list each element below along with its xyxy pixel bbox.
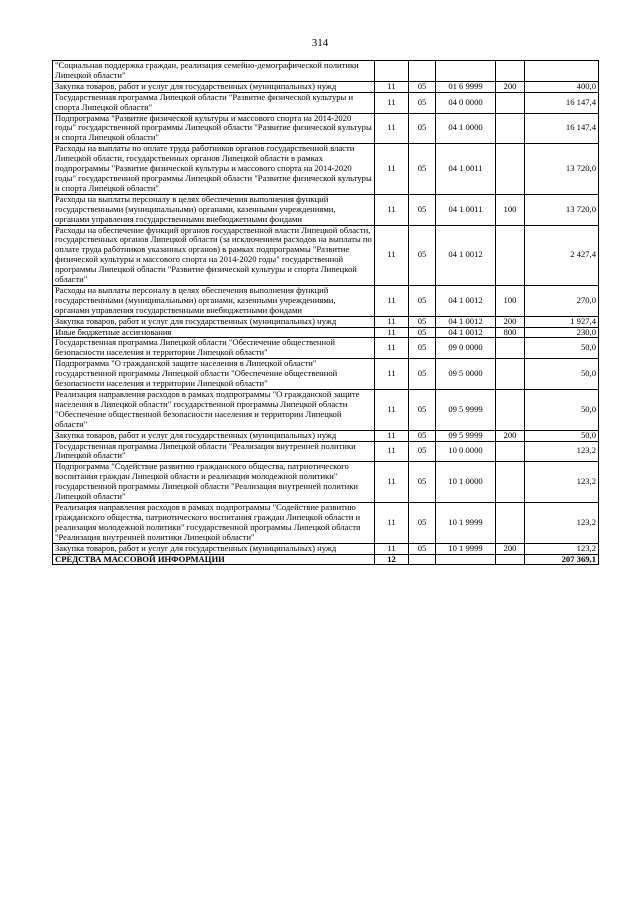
row-name: Иные бюджетные ассигнования xyxy=(53,327,375,338)
row-chapter: 11 xyxy=(375,225,409,285)
row-target-code: 04 1 0000 xyxy=(436,113,496,144)
row-expense-type xyxy=(496,113,525,144)
row-section: 05 xyxy=(409,441,436,462)
row-amount: 270,0 xyxy=(525,285,599,316)
row-name: Государственная программа Липецкой области "Реализация внутренней политики Липецкой области" xyxy=(53,441,375,462)
row-name: СРЕДСТВА МАССОВОЙ ИНФОРМАЦИИ xyxy=(53,554,375,565)
row-chapter: 11 xyxy=(375,359,409,390)
row-chapter: 11 xyxy=(375,81,409,92)
row-section: 05 xyxy=(409,144,436,195)
row-expense-type xyxy=(496,462,525,503)
row-amount: 50,0 xyxy=(525,430,599,441)
row-name: Закупка товаров, работ и услуг для государственных (муниципальных) нужд xyxy=(53,543,375,554)
row-target-code: 09 5 9999 xyxy=(436,390,496,431)
row-expense-type: 200 xyxy=(496,543,525,554)
row-target-code: 04 1 0011 xyxy=(436,194,496,225)
row-target-code: 10 0 0000 xyxy=(436,441,496,462)
row-section: 05 xyxy=(409,430,436,441)
row-target-code: 04 1 0012 xyxy=(436,225,496,285)
row-target-code: 01 6 9999 xyxy=(436,81,496,92)
row-name: Закупка товаров, работ и услуг для государственных (муниципальных) нужд xyxy=(53,430,375,441)
row-name: Государственная программа Липецкой области "Развитие физической культуры и спорта Липецкой области" xyxy=(53,92,375,113)
row-name: Реализация направления расходов в рамках подпрограммы "Содействие развитию гражданского общества, патриотического воспитания граждан Липецкой области и реализация молодежной политики" государственной программы Липецкой области "Реализация внутренней политики Липецкой области" xyxy=(53,502,375,543)
table-row xyxy=(53,430,599,441)
row-name: Подпрограмма "О гражданской защите населения в Липецкой области" государственной программы Липецкой области "Обеспечение общественной безопасности населения и территории Липецкой области" xyxy=(53,359,375,390)
row-chapter: 11 xyxy=(375,543,409,554)
row-section: 05 xyxy=(409,194,436,225)
table-row xyxy=(53,113,599,144)
table-row xyxy=(53,61,599,82)
row-chapter: 11 xyxy=(375,144,409,195)
table-row xyxy=(53,338,599,359)
row-amount: 1 927,4 xyxy=(525,316,599,327)
row-section: 05 xyxy=(409,543,436,554)
table-row xyxy=(53,316,599,327)
row-amount: 50,0 xyxy=(525,338,599,359)
row-chapter: 12 xyxy=(375,554,409,565)
row-name: Расходы на обеспечение функций органов государственной власти Липецкой области, государственных органов Липецкой области (за исключением расходов на выплаты по оплате труда работников указанных органов) в рамках подпрограммы "Развитие физической культуры и массового спорта на 2014-2020 годы" государственной программы Липецкой области "Развитие физической культуры и спорта Липецкой области" xyxy=(53,225,375,285)
row-section: 05 xyxy=(409,359,436,390)
row-chapter: 11 xyxy=(375,338,409,359)
table-row xyxy=(53,81,599,92)
row-chapter: 11 xyxy=(375,113,409,144)
table-row xyxy=(53,359,599,390)
row-expense-type: 200 xyxy=(496,81,525,92)
row-chapter: 11 xyxy=(375,390,409,431)
table-row xyxy=(53,441,599,462)
row-target-code: 04 1 0012 xyxy=(436,327,496,338)
row-section: 05 xyxy=(409,225,436,285)
row-section: 05 xyxy=(409,81,436,92)
row-expense-type: 200 xyxy=(496,430,525,441)
row-target-code xyxy=(436,554,496,565)
row-section: 05 xyxy=(409,316,436,327)
row-name: Закупка товаров, работ и услуг для государственных (муниципальных) нужд xyxy=(53,316,375,327)
row-chapter: 11 xyxy=(375,92,409,113)
budget-table xyxy=(52,60,599,565)
table-row xyxy=(53,327,599,338)
row-section: 05 xyxy=(409,92,436,113)
row-amount: 13 720,0 xyxy=(525,144,599,195)
row-expense-type xyxy=(496,554,525,565)
row-section: 05 xyxy=(409,113,436,144)
row-amount: 50,0 xyxy=(525,390,599,431)
row-section: 05 xyxy=(409,338,436,359)
row-chapter: 11 xyxy=(375,430,409,441)
row-expense-type: 200 xyxy=(496,316,525,327)
table-row xyxy=(53,194,599,225)
row-expense-type: 100 xyxy=(496,285,525,316)
row-expense-type xyxy=(496,441,525,462)
row-expense-type xyxy=(496,390,525,431)
row-amount: 16 147,4 xyxy=(525,113,599,144)
row-target-code: 09 5 9999 xyxy=(436,430,496,441)
table-row xyxy=(53,225,599,285)
row-chapter xyxy=(375,61,409,82)
row-target-code: 04 1 0011 xyxy=(436,144,496,195)
row-amount: 400,0 xyxy=(525,81,599,92)
row-section: 05 xyxy=(409,462,436,503)
row-chapter: 11 xyxy=(375,462,409,503)
row-chapter: 11 xyxy=(375,502,409,543)
row-target-code: 04 0 0000 xyxy=(436,92,496,113)
row-name: Государственная программа Липецкой области "Обеспечение общественной безопасности населения и территории Липецкой области" xyxy=(53,338,375,359)
row-name: Подпрограмма "Развитие физической культуры и массового спорта на 2014-2020 годы" государственной программы Липецкой области "Развитие физической культуры и спорта Липецкой области" xyxy=(53,113,375,144)
row-name: Расходы на выплаты персоналу в целях обеспечения выполнения функций государственными (муниципальными) органами, казенными учреждениями, органами управления государственными внебюджетными фондами xyxy=(53,194,375,225)
row-target-code: 10 1 9999 xyxy=(436,502,496,543)
row-amount xyxy=(525,61,599,82)
row-amount: 50,0 xyxy=(525,359,599,390)
page-number: 314 xyxy=(311,37,329,49)
row-amount: 2 427,4 xyxy=(525,225,599,285)
row-target-code xyxy=(436,61,496,82)
row-expense-type: 800 xyxy=(496,327,525,338)
row-target-code: 10 1 0000 xyxy=(436,462,496,503)
row-amount: 123,2 xyxy=(525,543,599,554)
row-expense-type xyxy=(496,359,525,390)
row-expense-type xyxy=(496,502,525,543)
row-section: 05 xyxy=(409,285,436,316)
table-row xyxy=(53,502,599,543)
row-target-code: 09 5 0000 xyxy=(436,359,496,390)
row-chapter: 11 xyxy=(375,441,409,462)
row-target-code: 09 0 0000 xyxy=(436,338,496,359)
row-expense-type: 100 xyxy=(496,194,525,225)
row-expense-type xyxy=(496,61,525,82)
table-row xyxy=(53,390,599,431)
table-row xyxy=(53,144,599,195)
row-expense-type xyxy=(496,338,525,359)
row-name: Расходы на выплаты по оплате труда работников органов государственной власти Липецкой области, государственных органов Липецкой области в рамках подпрограммы "Развитие физической культуры и массового спорта на 2014-2020 годы" государственной программы Липецкой области "Развитие физической культуры и спорта Липецкой области" xyxy=(53,144,375,195)
row-name: Подпрограмма "Содействие развитию гражданского общества, патриотического воспитания граждан Липецкой области и реализация молодежной политики" государственной программы Липецкой области "Реализация внутренней политики Липецкой области" xyxy=(53,462,375,503)
row-amount: 123,2 xyxy=(525,502,599,543)
table-row xyxy=(53,543,599,554)
row-expense-type xyxy=(496,92,525,113)
row-section xyxy=(409,61,436,82)
row-section: 05 xyxy=(409,390,436,431)
row-amount: 230,0 xyxy=(525,327,599,338)
row-section xyxy=(409,554,436,565)
row-amount: 207 369,1 xyxy=(525,554,599,565)
row-section: 05 xyxy=(409,327,436,338)
row-expense-type xyxy=(496,144,525,195)
row-chapter: 11 xyxy=(375,316,409,327)
row-target-code: 04 1 0012 xyxy=(436,285,496,316)
row-target-code: 04 1 0012 xyxy=(436,316,496,327)
table-row xyxy=(53,462,599,503)
row-target-code: 10 1 9999 xyxy=(436,543,496,554)
row-chapter: 11 xyxy=(375,327,409,338)
row-amount: 123,2 xyxy=(525,462,599,503)
row-chapter: 11 xyxy=(375,194,409,225)
row-amount: 16 147,4 xyxy=(525,92,599,113)
row-section: 05 xyxy=(409,502,436,543)
row-name: Реализация направления расходов в рамках подпрограммы "О гражданской защите населения в Липецкой области" государственной программы Липецкой области "Обеспечение общественной безопасности населения и территории Липецкой области" xyxy=(53,390,375,431)
row-amount: 123,2 xyxy=(525,441,599,462)
row-name: Закупка товаров, работ и услуг для государственных (муниципальных) нужд xyxy=(53,81,375,92)
table-row xyxy=(53,285,599,316)
row-expense-type xyxy=(496,225,525,285)
table-row xyxy=(53,554,599,565)
budget-table-body xyxy=(53,61,599,565)
row-name: Расходы на выплаты персоналу в целях обеспечения выполнения функций государственными (муниципальными) органами, казенными учреждениями, органами управления государственными внебюджетными фондами xyxy=(53,285,375,316)
row-amount: 13 720,0 xyxy=(525,194,599,225)
table-row xyxy=(53,92,599,113)
row-chapter: 11 xyxy=(375,285,409,316)
row-name: "Социальная поддержка граждан, реализация семейно-демографической политики Липецкой области" xyxy=(53,61,375,82)
